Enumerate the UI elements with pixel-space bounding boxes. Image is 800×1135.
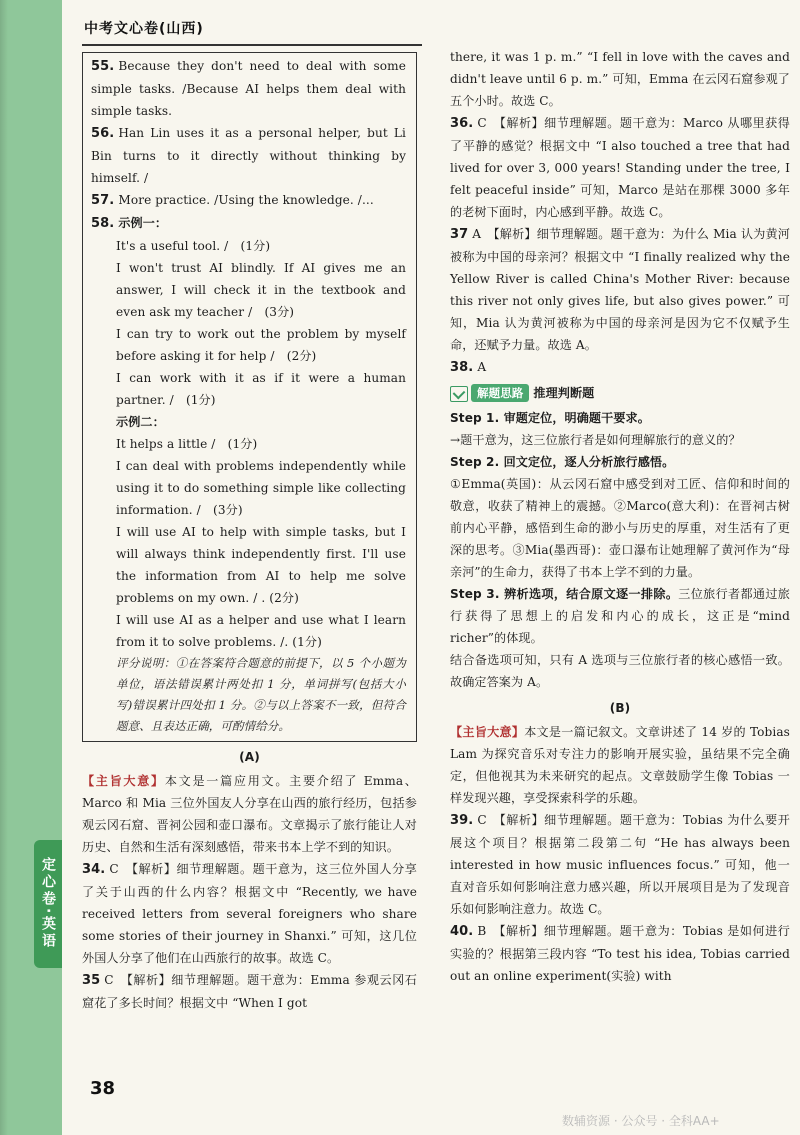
answer-39 bbox=[450, 809, 790, 920]
question-number: 37 bbox=[450, 227, 469, 242]
answer-58 bbox=[91, 212, 406, 235]
section-b-heading: (B) bbox=[609, 701, 631, 715]
main-idea-tag: 【主旨大意】 bbox=[82, 774, 165, 788]
question-number: 38. bbox=[450, 360, 474, 375]
step3-title: Step 3. 辨析选项，结合原文逐一排除。 bbox=[450, 587, 679, 601]
watermark: 数辅资源 · 公众号 · 全科AA+ bbox=[562, 1114, 720, 1128]
example2-line: I will use AI as a helper and use what I learn from it to solve problems. /. (1分) bbox=[116, 613, 406, 649]
page-header-title: 中考文心卷(山西) bbox=[84, 21, 204, 37]
step2-body: ①Emma(英国)：从云冈石窟中感受到对工匠、信仰和时间的敬意，收获了精神上的震撼。②Marco(意大利)：在晋祠古树前内心平静，感悟到生命的渺小与历史的厚重，对生活有了更深的思考。③Mia(墨西哥)：壶口瀑布让她理解了黄河作为“母亲河”的生命力，获得了书本上学不到的力量。 bbox=[450, 477, 790, 579]
answer-text: Han Lin uses it as a personal helper, but Li Bin turns to it directly without thinking by himself. / bbox=[91, 126, 406, 185]
answer-56 bbox=[91, 122, 406, 189]
question-number: 56. bbox=[91, 126, 115, 141]
answer-letter: A bbox=[477, 360, 487, 374]
main-idea-tag: 【主旨大意】 bbox=[450, 725, 525, 739]
answer-text: C 【解析】细节理解题。题干意为：Emma 参观云冈石窟花了多长时间？根据文中 “When I got bbox=[82, 973, 417, 1010]
answer-37 bbox=[450, 223, 790, 356]
question-number: 34. bbox=[82, 862, 106, 877]
question-number: 36. bbox=[450, 116, 474, 131]
question-number: 40. bbox=[450, 924, 474, 939]
example1-line: I can work with it as if it were a human partner. / (1分) bbox=[116, 371, 406, 407]
answer-text: C 【解析】细节理解题。题干意为：Marco 从哪里获得了平静的感觉？根据文中 “I also touched a tree that had lived for over 3, 000 years! Standing under the tree, I felt peaceful inside” 可知，Marco 是站在那棵 3000 多年的老树下面时，内心感到平静。故选 C。 bbox=[450, 116, 790, 219]
main-idea-text: 本文是一篇应用文。主要介绍了 Emma、Marco 和 Mia 三位外国友人分享在山西的旅行经历，包括参观云冈石窟、晋祠公园和壶口瀑布。文章揭示了旅行能让人对历史、自然和生活有深刻感悟，带来书本上学不到的知识。 bbox=[82, 774, 417, 854]
answer-38 bbox=[450, 356, 790, 379]
step2-title: Step 2. 回文定位，逐人分析旅行感悟。 bbox=[450, 455, 675, 469]
step1-title: Step 1. 审题定位，明确题干要求。 bbox=[450, 411, 650, 425]
question-number: 35 bbox=[82, 973, 101, 988]
right-column bbox=[450, 46, 790, 987]
answer-text: C 【解析】细节理解题。题干意为，这三位外国人分享了关于山西的什么内容？根据文中 “Recently, we have received letters from several foreigners who share some stories of their journey in Shanxi.” 可知，这几位外国人分享了他们在山西旅行的故事。故选 C。 bbox=[82, 862, 417, 965]
answer-text: B 【解析】细节理解题。题干意为：Tobias 是如何进行实验的？根据第三段内容 “To test his idea, Tobias carried out an online experiment(实验) with bbox=[450, 924, 790, 983]
example1-line: It's a useful tool. / (1分) bbox=[116, 239, 271, 253]
section-a-heading: (A) bbox=[239, 750, 260, 764]
answer-34 bbox=[82, 858, 417, 969]
page-number: 38 bbox=[90, 1078, 116, 1099]
left-column bbox=[82, 52, 417, 1014]
answer-35-continued: there, it was 1 p. m.” “I fell in love with the caves and didn't leave until 6 p. m.” 可知，Emma 在云冈石窟参观了五个小时。故选 C。 bbox=[450, 50, 790, 108]
answer-40 bbox=[450, 920, 790, 987]
answer-text: More practice. /Using the knowledge. /... bbox=[118, 193, 374, 207]
question-number: 55. bbox=[91, 59, 115, 74]
question-type-label: 推理判断题 bbox=[533, 386, 595, 400]
answer-55 bbox=[91, 55, 406, 122]
question-number: 39. bbox=[450, 813, 474, 828]
answer-text: Because they don't need to deal with some simple tasks. /Because AI helps them deal with simple tasks. bbox=[91, 59, 406, 118]
main-idea-a bbox=[82, 770, 417, 858]
solution-approach-row bbox=[450, 382, 790, 404]
solution-approach-badge: 解题思路 bbox=[471, 384, 529, 402]
example2-line: I can deal with problems independently while using it to do something simple like collecting information. / (3分) bbox=[116, 459, 406, 517]
example1-line: I can try to work out the problem by myself before asking it for help / (2分) bbox=[116, 327, 406, 363]
conclusion: 结合备选项可知，只有 A 选项与三位旅行者的核心感悟一致。故确定答案为 A。 bbox=[450, 653, 790, 689]
checklist-icon bbox=[450, 386, 468, 402]
example-label: 示例一： bbox=[118, 216, 168, 230]
question-number: 57. bbox=[91, 193, 115, 208]
answer-key-page bbox=[62, 0, 800, 1135]
step1-body: →题干意为，这三位旅行者是如何理解旅行的意义的？ bbox=[450, 433, 741, 447]
example2-line: I will use AI to help with simple tasks, but I will always think independently first. I'll use the information from AI to help me solve problems on my own. / . (2分) bbox=[116, 525, 406, 605]
step3-row bbox=[450, 583, 790, 649]
main-idea-b bbox=[450, 721, 790, 809]
section-side-tab: 定心卷·英语 bbox=[34, 840, 62, 968]
header-divider bbox=[82, 44, 422, 46]
example2-label: 示例二： bbox=[116, 415, 165, 429]
example1-line: I won't trust AI blindly. If AI gives me an answer, I will check it in the textbook and even ask my teacher / (3分) bbox=[116, 261, 406, 319]
answer-text: A 【解析】细节理解题。题干意为：为什么 Mia 认为黄河被称为中国的母亲河？根据文中 “I finally realized why the Yellow River is called China's Mother River: because this river not only gives life, but also gives power.” 可知，Mia 认为黄河被称为中国的母亲河是因为它不仅赋予生命，还赋予力量。故选 A。 bbox=[450, 227, 790, 352]
answer-35 bbox=[82, 969, 417, 1014]
main-idea-text: 本文是一篇记叙文。文章讲述了 14 岁的 Tobias Lam 为探究音乐对专注力的影响开展实验，虽结果不完全确定，但他视其为未来研究的起点。文章鼓励学生像 Tobias 一样发现兴趣，享受探索科学的乐趣。 bbox=[450, 725, 790, 805]
answer-text: C 【解析】细节理解题。题干意为：Tobias 为什么要开展这个项目？根据第二段第二句 “He has always been interested in how music influences focus.” 可知，他一直对音乐如何影响注意力感兴趣，所以开展项目是为了发现音乐如何影响注意力。故选 C。 bbox=[450, 813, 790, 916]
answer-box bbox=[82, 52, 417, 742]
question-number: 58. bbox=[91, 216, 115, 231]
answer-36 bbox=[450, 112, 790, 223]
answer-57 bbox=[91, 189, 406, 212]
step3-body: 三位旅行者都通过旅行获得了思想上的启发和内心的成长，这正是“mind richer”的体现。 bbox=[450, 587, 790, 645]
page-gutter-shadow bbox=[0, 0, 8, 1135]
example2-line: It helps a little / (1分) bbox=[116, 437, 258, 451]
scoring-note: 评分说明：①在答案符合题意的前提下，以 5 个小题为单位，语法错误累计两处扣 1 分，单词拼写(包括大小写)错误累计四处扣 1 分。②与以上答案不一致，但符合题意、且表达正确，可酌情给分。 bbox=[116, 656, 406, 733]
